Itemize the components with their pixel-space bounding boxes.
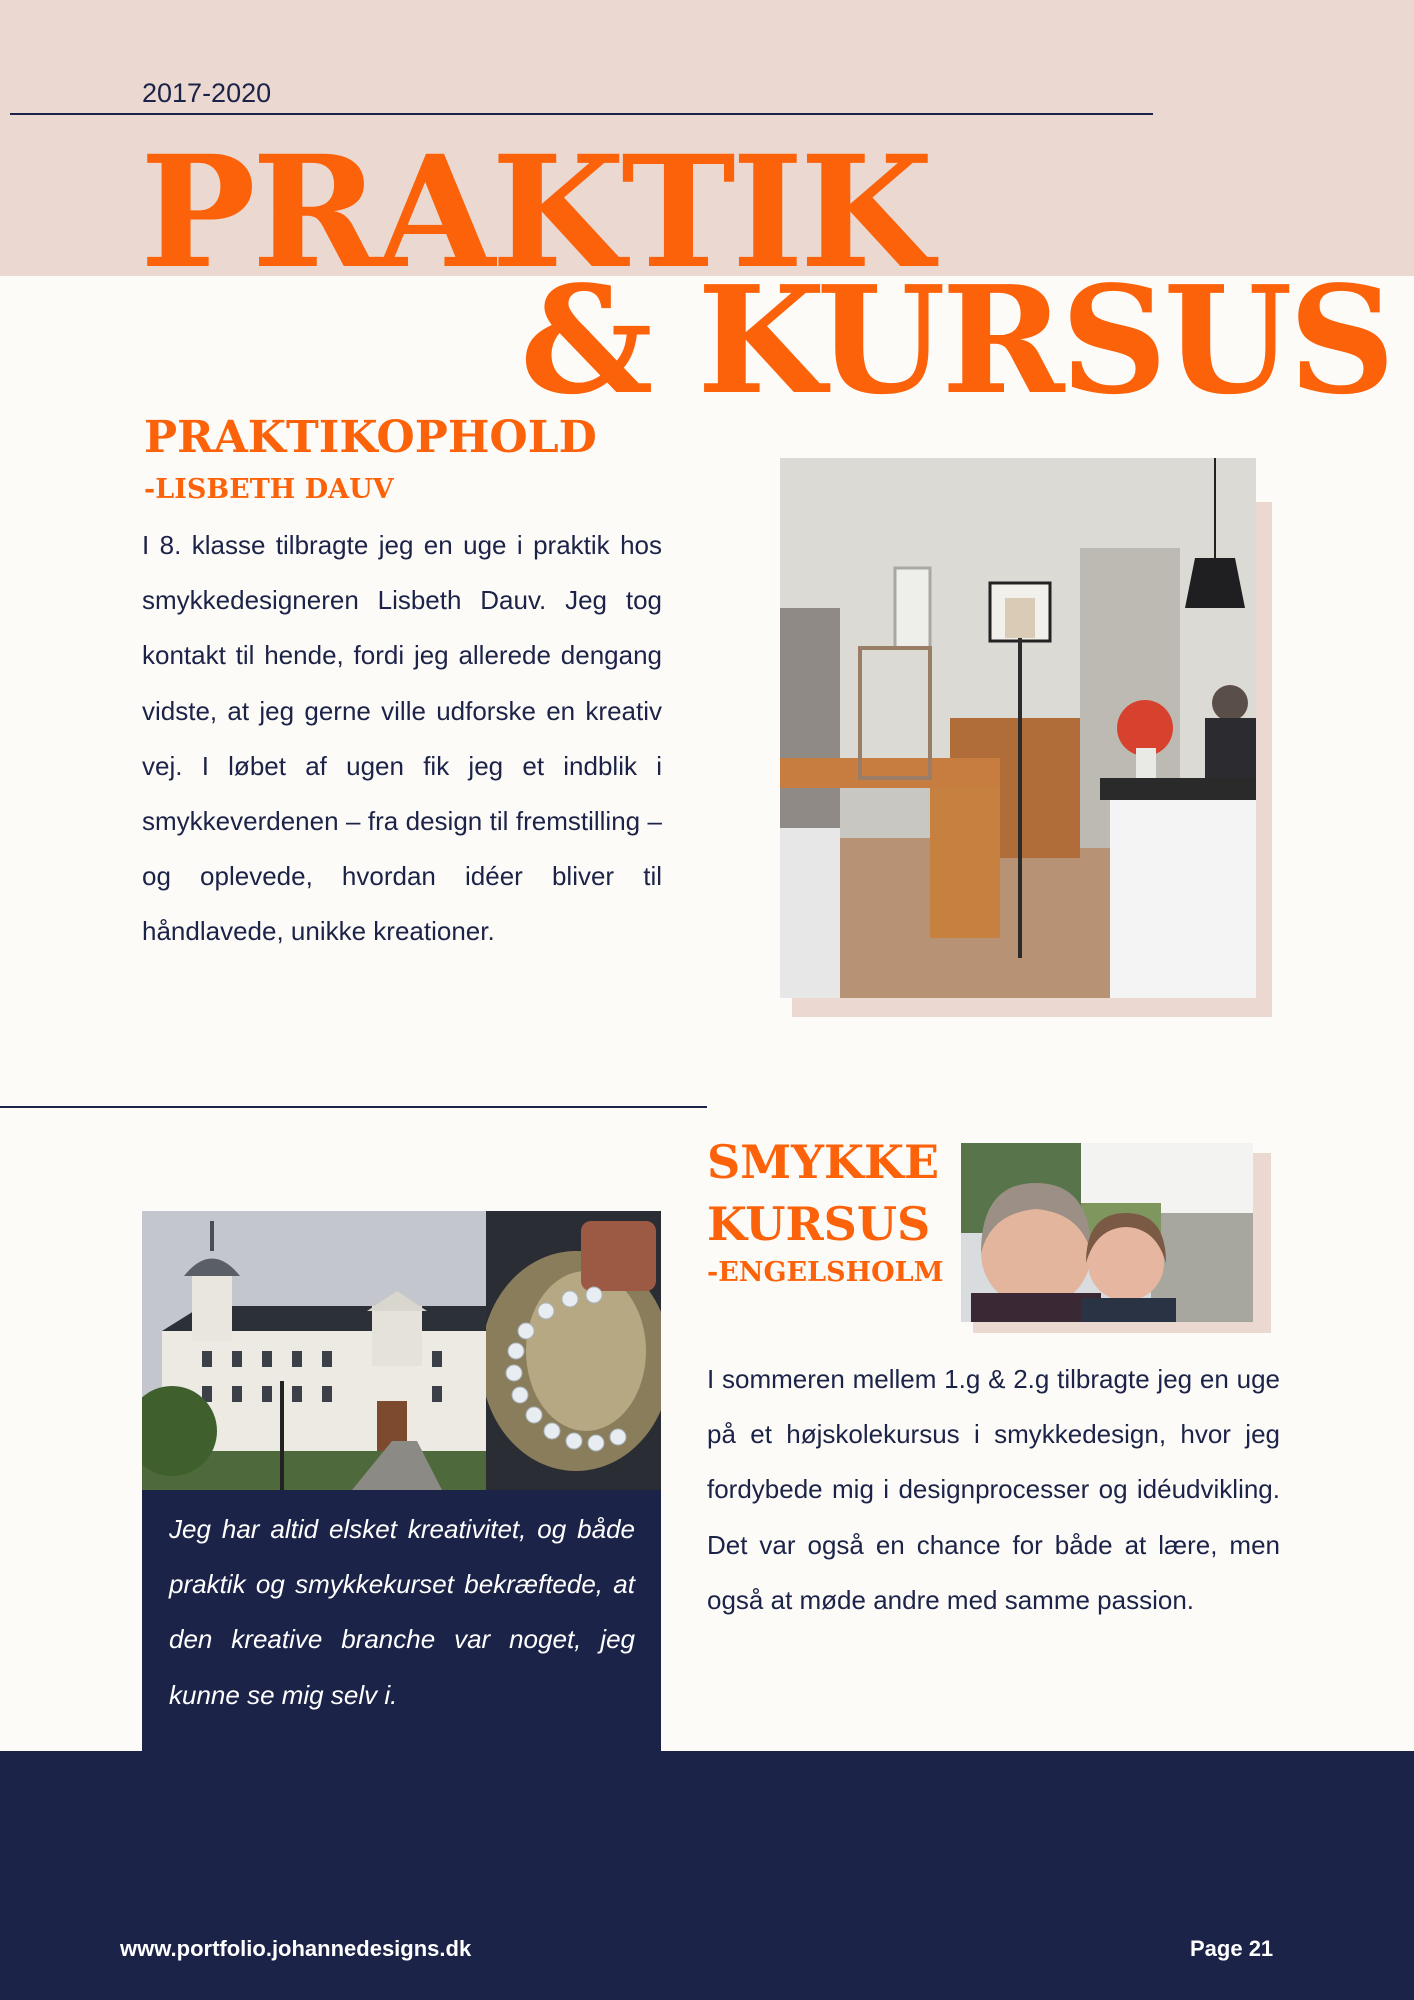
footer-website-link[interactable]: www.portfolio.johannedesigns.dk (120, 1936, 472, 1961)
workshop-photo (780, 458, 1256, 998)
footer-band (0, 1751, 1414, 2000)
section-divider (0, 1106, 707, 1108)
kursus-heading-line2: KURSUS (707, 1197, 931, 1251)
kursus-heading-line1: SMYKKE (707, 1135, 939, 1189)
castle-photo (142, 1211, 486, 1490)
page-title-line2: & KURSUS (520, 253, 1392, 427)
quote-box (142, 1490, 661, 1752)
praktik-heading: PRAKTIKOPHOLD (144, 412, 597, 463)
page-title-line1: PRAKTIK (140, 122, 930, 303)
praktik-body: I 8. klasse tilbragte jeg en uge i praktik hos smykkedesigneren Lisbeth Dauv. Jeg tog kontakt til hende, fordi jeg allerede dengang vidste, at jeg gerne ville udforske en kreativ vej. I løbet af ugen fik jeg et indblik i smykkeverdenen – fra design til fremstilling – og oplevede, hvordan idéer bliver til håndlavede, unikke kreationer. (142, 530, 662, 947)
year-range: 2017-2020 (142, 78, 272, 108)
quote-text: Jeg har altid elsket kreativitet, og både praktik og smykkekurset bekræftede, at den kreative branche var noget, jeg kunne se mig selv i. (169, 1514, 635, 1710)
kursus-body: I sommeren mellem 1.g & 2.g tilbragte jeg en uge på et højskolekursus i smykkedesign, hvor jeg fordybede mig i designprocesser og idéudvikling. Det var også en chance for både at lære, men også at møde andre med samme passion. (707, 1364, 1280, 1615)
praktik-subheading: -LISBETH DAUV (144, 474, 394, 505)
page-number: Page 21 (1190, 1936, 1274, 1961)
jewelry-photo (486, 1211, 661, 1490)
header-divider (10, 113, 1153, 115)
selfie-photo (961, 1143, 1253, 1322)
kursus-subheading: -ENGELSHOLM (707, 1257, 944, 1288)
